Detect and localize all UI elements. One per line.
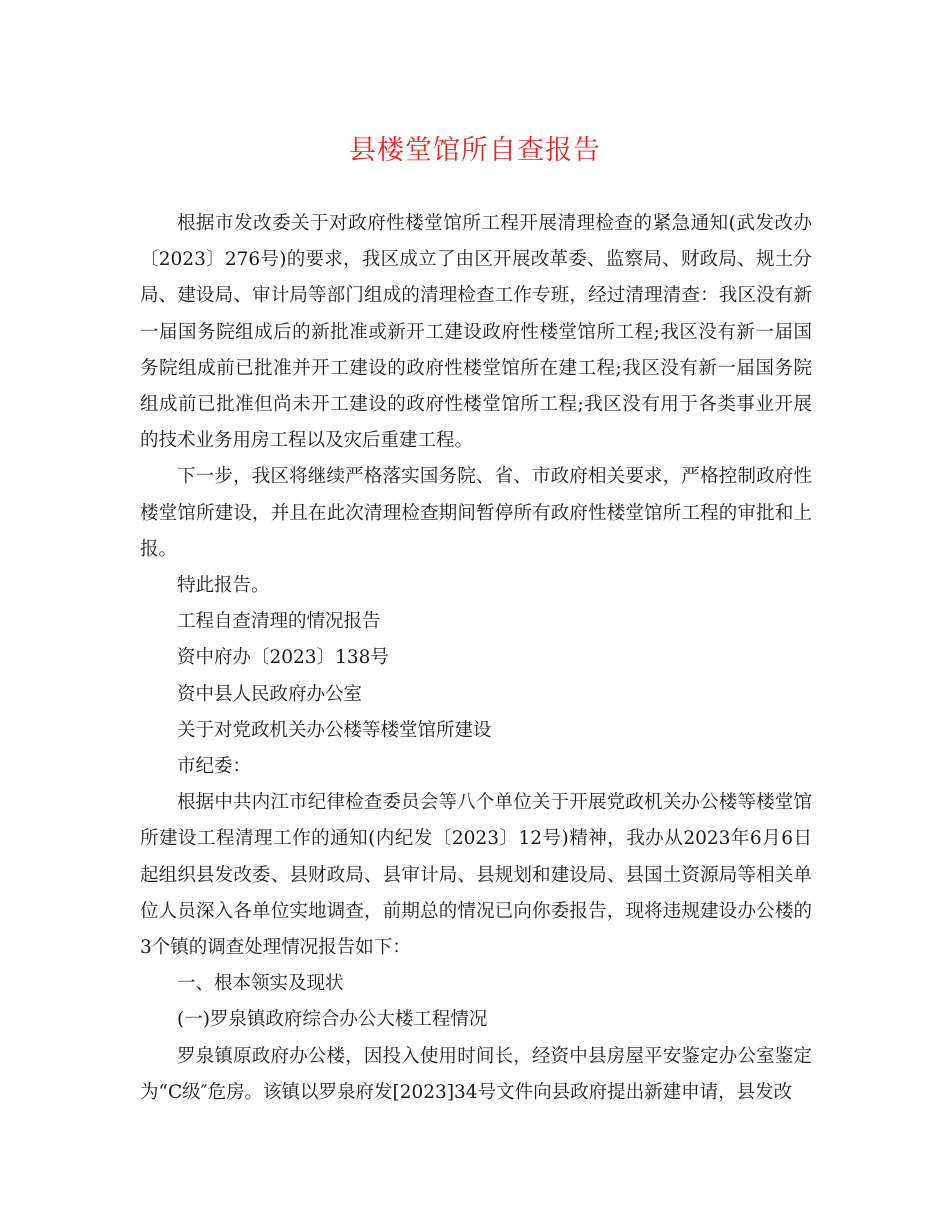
paragraph-next-steps: 下一步，我区将继续严格落实国务院、省、市政府相关要求，严格控制政府性楼堂馆所建设，并且在此次清理检查期间暂停所有政府性楼堂馆所工程的审批和上报。 [140, 466, 812, 560]
paragraph-luoquan-details: 罗泉镇原政府办公楼，因投入使用时间长，经资中县房屋平安鉴定办公室鉴定为“C级″危房。该镇以罗泉府发[2023]34号文件向县政府提出新建申请，县发改 [140, 1045, 812, 1103]
paragraph-document-number: 资中府办〔2023〕138号 [177, 647, 389, 669]
document-title: 县楼堂馆所自查报告 [349, 135, 601, 166]
section-heading-1: 一、根本领实及现状 [177, 973, 344, 995]
paragraph-subject: 关于对党政机关办公楼等楼堂馆所建设 [177, 719, 492, 741]
paragraph-closing: 特此报告。 [177, 575, 270, 597]
document-body [140, 206, 812, 1111]
paragraph-report-title: 工程自查清理的情况报告 [177, 611, 381, 633]
paragraph-issuer: 资中县人民政府办公室 [177, 683, 363, 705]
subsection-heading-1: (一)罗泉镇政府综合办公大楼工程情况 [177, 1009, 488, 1031]
paragraph-intro: 根据市发改委关于对政府性楼堂馆所工程开展清理检查的紧急通知(武发改办〔2023〕276号)的要求，我区成立了由区开展改革委、监察局、财政局、规土分局、建设局、审计局等部门组成的清理检查工作专班，经过清理清查：我区没有新一届国务院组成后的新批准或新开工建设政府性楼堂馆所工程;我区没有新一届国务院组成前已批准并开工建设的政府性楼堂馆所在建工程;我区没有新一届国务院组成前已批准但尚未开工建设的政府性楼堂馆所工程;我区没有用于各类事业开展的技术业务用房工程以及灾后重建工程。 [140, 213, 812, 452]
paragraph-investigation: 根据中共内江市纪律检查委员会等八个单位关于开展党政机关办公楼等楼堂馆所建设工程清理工作的通知(内纪发〔2023〕12号)精神，我办从2023年6月6日起组织县发改委、县财政局、县审计局、县规划和建设局、县国土资源局等相关单位人员深入各单位实地调查，前期总的情况已向你委报告，现将违规建设办公楼的3个镇的调查处理情况报告如下： [140, 792, 812, 959]
paragraph-recipient: 市纪委： [177, 756, 252, 778]
